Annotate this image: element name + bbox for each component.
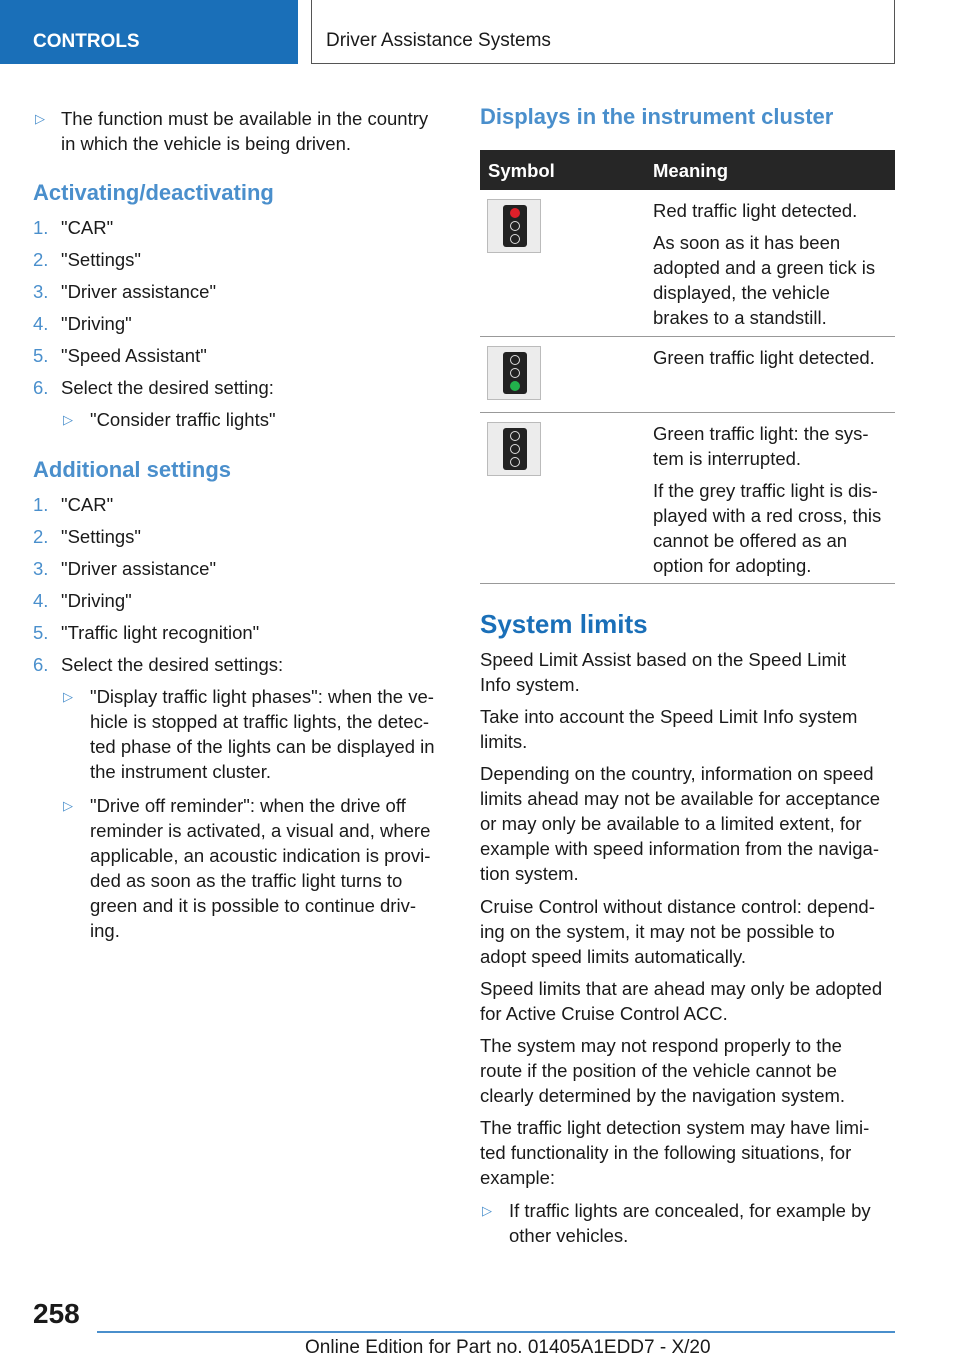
text-line: tem is interrupted. — [653, 448, 802, 469]
heading-additional: Additional settings — [33, 457, 231, 482]
text-line: for Active Cruise Control ACC. — [480, 1003, 728, 1024]
text-line: The function must be available in the country — [61, 108, 429, 129]
bullet-concealed — [509, 1198, 871, 1248]
chapter-label: Driver Assistance Systems — [326, 30, 551, 51]
text-line: As soon as it has been — [653, 232, 841, 253]
heading-activating: Activating/deactivating — [33, 180, 274, 205]
step-number: 3. — [33, 558, 49, 579]
footer-divider — [97, 1331, 895, 1333]
step-text: Select the desired setting: — [61, 377, 274, 398]
text-line: limits. — [480, 731, 528, 752]
text-line: route if the position of the vehicle cannot be — [480, 1060, 837, 1081]
text-line: displayed, the vehicle — [653, 282, 830, 303]
para-traffic-light-detection — [480, 1115, 869, 1190]
text-line: tion system. — [480, 863, 579, 884]
text-line: The system may not respond properly to the — [480, 1035, 842, 1056]
text-line: "Drive off reminder": when the drive off — [90, 795, 406, 816]
step-text: "Settings" — [61, 526, 141, 547]
section-tab — [0, 0, 298, 64]
triangle-right-icon: ▷ — [35, 111, 45, 126]
step-text: "Driving" — [61, 590, 132, 611]
text-line: ted functionality in the following situations, for — [480, 1142, 852, 1163]
text-line: adopt speed limits automatically. — [480, 946, 746, 967]
triangle-right-icon: ▷ — [63, 689, 73, 704]
text-line: played with a red cross, this — [653, 505, 882, 526]
footer-edition: Online Edition for Part no. 01405A1EDD7 - X/20 — [305, 1337, 711, 1358]
text-line: ing on the system, it may not be possible to — [480, 921, 835, 942]
sub-bullet-display-phases — [90, 684, 435, 784]
text-line: If traffic lights are concealed, for example by — [509, 1200, 871, 1221]
text-line: Cruise Control without distance control: depend- — [480, 896, 875, 917]
para-speed-limits-ahead — [480, 976, 882, 1026]
text-line: "Display traffic light phases": when the ve- — [90, 686, 434, 707]
column-header-symbol: Symbol — [488, 160, 555, 181]
text-line: Take into account the Speed Limit Info system — [480, 706, 858, 727]
step-text: "CAR" — [61, 494, 114, 515]
text-line: Info system. — [480, 674, 580, 695]
text-line: brakes to a standstill. — [653, 307, 827, 328]
step-number: 2. — [33, 526, 49, 547]
chapter-tab — [311, 0, 895, 64]
triangle-right-icon: ▷ — [63, 412, 73, 427]
step-number: 5. — [33, 345, 49, 366]
step-number: 4. — [33, 313, 49, 334]
text-line: the instrument cluster. — [90, 761, 271, 782]
page-number: 258 — [33, 1298, 80, 1329]
step-number: 6. — [33, 377, 49, 398]
text-line: ing. — [90, 920, 120, 941]
text-line: example: — [480, 1167, 556, 1188]
row1-meaning — [653, 198, 875, 330]
para-speed-limit-assist — [480, 647, 846, 697]
step-text: Select the desired settings: — [61, 654, 284, 675]
step-text: "Driving" — [61, 313, 132, 334]
intro-bullet — [61, 106, 428, 156]
step-number: 2. — [33, 249, 49, 270]
text-line: Depending on the country, information on speed — [480, 763, 874, 784]
step-text: "Traffic light recognition" — [61, 622, 260, 643]
step-number: 1. — [33, 217, 49, 238]
step-number: 6. — [33, 654, 49, 675]
row3-meaning — [653, 421, 881, 578]
red-traffic-light-icon — [487, 199, 541, 253]
table-row-divider — [480, 412, 895, 413]
step-number: 3. — [33, 281, 49, 302]
text-line: green and it is possible to continue driv- — [90, 895, 416, 916]
text-line: in which the vehicle is being driven. — [61, 133, 351, 154]
step-text: "Speed Assistant" — [61, 345, 207, 366]
text-line: clearly determined by the navigation system. — [480, 1085, 846, 1106]
text-line: hicle is stopped at traffic lights, the detec- — [90, 711, 430, 732]
text-line: limits ahead may not be available for acceptance — [480, 788, 881, 809]
text-line: reminder is activated, a visual and, where — [90, 820, 431, 841]
para-system-may-not — [480, 1033, 845, 1108]
row2-meaning: Green traffic light detected. — [653, 347, 875, 368]
table-row-divider — [480, 583, 895, 584]
text-line: ted phase of the lights can be displayed in — [90, 736, 435, 757]
para-depending-country — [480, 761, 880, 886]
text-line: option for adopting. — [653, 555, 812, 576]
table-row-divider — [480, 336, 895, 337]
step-number: 1. — [33, 494, 49, 515]
step-number: 5. — [33, 622, 49, 643]
sub-bullet-drive-off — [90, 793, 430, 943]
step-text: "CAR" — [61, 217, 114, 238]
para-take-into-account — [480, 704, 857, 754]
triangle-right-icon: ▷ — [482, 1203, 492, 1218]
table-header — [480, 150, 895, 190]
step-text: "Driver assistance" — [61, 281, 217, 302]
text-line: adopted and a green tick is — [653, 257, 876, 278]
heading-displays: Displays in the instrument cluster — [480, 104, 834, 129]
step-text: "Driver assistance" — [61, 558, 217, 579]
text-line: applicable, an acoustic indication is provi- — [90, 845, 431, 866]
column-header-meaning: Meaning — [653, 160, 729, 181]
text-line: The traffic light detection system may have limi- — [480, 1117, 870, 1138]
section-label: CONTROLS — [33, 31, 140, 52]
text-line: Speed Limit Assist based on the Speed Limit — [480, 649, 847, 670]
text-line: Speed limits that are ahead may only be adopted — [480, 978, 883, 999]
text-line: ded as soon as the traffic light turns to — [90, 870, 403, 891]
para-cruise-control — [480, 894, 875, 969]
text-line: If the grey traffic light is dis- — [653, 480, 878, 501]
text-line: or may only be available to a limited extent, for — [480, 813, 862, 834]
text-line: other vehicles. — [509, 1225, 629, 1246]
sub-bullet-text: "Consider traffic lights" — [90, 409, 276, 430]
step-number: 4. — [33, 590, 49, 611]
green-traffic-light-icon — [487, 346, 541, 400]
text-line: example with speed information from the naviga- — [480, 838, 879, 859]
triangle-right-icon: ▷ — [63, 798, 73, 813]
text-line: Green traffic light: the sys- — [653, 423, 869, 444]
step-text: "Settings" — [61, 249, 141, 270]
grey-traffic-light-icon — [487, 422, 541, 476]
text-line: Red traffic light detected. — [653, 200, 858, 221]
heading-system-limits: System limits — [480, 609, 648, 639]
text-line: cannot be offered as an — [653, 530, 848, 551]
